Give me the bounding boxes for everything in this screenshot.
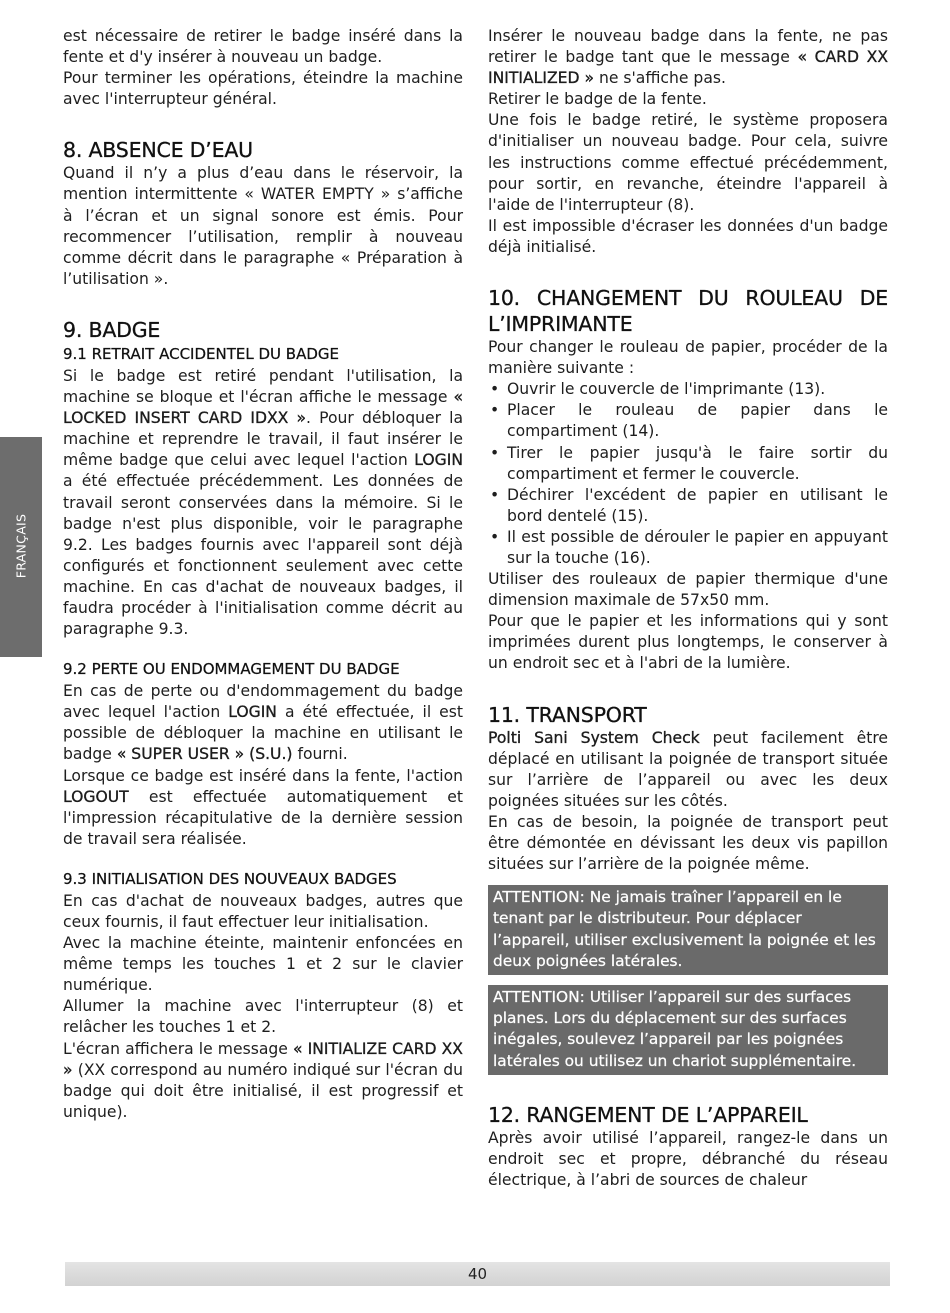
section-9-3-paragraph-4: L'écran affichera le message « INITIALIZE CARD XX » (XX correspond au numéro indiqué sur l'écran du badge qui doit être initialisé, il est progressif et unique). [63, 1039, 463, 1121]
warning-box-2: ATTENTION: Utiliser l’appareil sur des surfaces planes. Lors du déplacement sur des surfaces inégales, soulevez l’appareil par les poignées latérales ou utilisez un chariot supplémentaire. [488, 985, 888, 1075]
section-9-2-paragraph-2: Lorsque ce badge est inséré dans la fente, l'action LOGOUT est effectuée automatiquement et l'impression récapitulative de la dernière session de travail sera réalisée. [63, 766, 463, 848]
section-9-title: 9. BADGE [63, 317, 161, 342]
section-11-paragraph-1: Polti Sani System Check peut facilement être déplacé en utilisant la poignée de transport située sur l’arrière de l’appareil ou avec les deux poignées situées sur les côtés. [488, 728, 888, 810]
intro-paragraph: est nécessaire de retirer le badge inséré dans la fente et d'y insérer à nouveau un badge. [63, 27, 463, 67]
continued-paragraph-3: Une fois le badge retiré, le système proposera d'initialiser un nouveau badge. Pour cela, suivre les instructions comme effectué précédemment, pour sortir, en revanche, éteindre l'appareil à l'aide de l'interrupteur (8). [488, 111, 888, 214]
section-9-3-title: 9.3 INITIALISATION DES NOUVEAUX BADGES [63, 869, 397, 888]
section-10-list [488, 379, 888, 569]
left-column [63, 26, 463, 1123]
list-item: • Déchirer l'excédent de papier en utilisant le bord dentelé (15). [490, 485, 888, 525]
section-8-paragraph: Quand il n’y a plus d’eau dans le réservoir, la mention intermittente « WATER EMPTY » s’affiche à l’écran et un signal sonore est émis. Pour recommencer l’utilisation, remplir à nouveau comme décrit dans le paragraphe « Préparation à l’utilisation ». [63, 164, 463, 288]
section-10-paragraph-2: Utiliser des rouleaux de papier thermique d'une dimension maximale de 57x50 mm. [488, 570, 888, 610]
intro-paragraph-2: Pour terminer les opérations, éteindre la machine avec l'interrupteur général. [63, 69, 463, 109]
section-9-2-title: 9.2 PERTE OU ENDOMMAGEMENT DU BADGE [63, 660, 400, 679]
section-10-title: 10. CHANGEMENT DU ROULEAU DE L’IMPRIMANTE [488, 286, 888, 337]
continued-paragraph-1: Insérer le nouveau badge dans la fente, ne pas retirer le badge tant que le message « CARD XX INITIALIZED » ne s'affiche pas. [488, 27, 889, 88]
footer-bar [65, 1262, 890, 1286]
section-9-1-title: 9.1 RETRAIT ACCIDENTEL DU BADGE [63, 344, 339, 363]
right-column [488, 26, 888, 1191]
section-12-paragraph: Après avoir utilisé l’appareil, rangez-le dans un endroit sec et propre, débranché du réseau électrique, à l’abri de sources de chaleur [488, 1128, 888, 1189]
continued-paragraph-4: Il est impossible d'écraser les données d'un badge déjà initialisé. [488, 216, 888, 256]
section-9-2-paragraph: En cas de perte ou d'endommagement du badge avec lequel l'action LOGIN a été effectuée, il est possible de débloquer la machine en utilisant le badge « SUPER USER » (S.U.) fourni. [63, 682, 463, 764]
section-9-3-paragraph-3: Allumer la machine avec l'interrupteur (8) et relâcher les touches 1 et 2. [63, 997, 463, 1037]
list-item: • Tirer le papier jusqu'à le faire sortir du compartiment et fermer le couvercle. [490, 443, 888, 483]
section-9-3-paragraph-2: Avec la machine éteinte, maintenir enfoncées en même temps les touches 1 et 2 sur le clavier numérique. [63, 934, 463, 995]
section-12-title: 12. RANGEMENT DE L’APPAREIL [488, 1102, 808, 1127]
section-10-intro: Pour changer le rouleau de papier, procéder de la manière suivante : [488, 338, 888, 378]
section-10-paragraph-3: Pour que le papier et les informations qui y sont imprimées durent plus longtemps, le conserver à un endroit sec et à l'abri de la lumière. [488, 612, 888, 673]
section-8-title: 8. ABSENCE D’EAU [63, 138, 253, 163]
list-item: • Ouvrir le couvercle de l'imprimante (13). [490, 380, 826, 399]
section-11-title: 11. TRANSPORT [488, 702, 647, 727]
section-9-3-paragraph-1: En cas d'achat de nouveaux badges, autres que ceux fournis, il faut effectuer leur initialisation. [63, 891, 463, 931]
page-number: 40 [467, 1265, 488, 1283]
section-9-1-paragraph: Si le badge est retiré pendant l'utilisation, la machine se bloque et l'écran affiche le message « LOCKED INSERT CARD IDXX ». Pour débloquer la machine et reprendre le travail, il faut insérer le même badge que celui avec lequel l'action LOGIN a été effectuée précédemment. Les données de travail seront conservées dans la mémoire. Si le badge n'est plus disponible, voir le paragraphe 9.2. Les badges fournis avec l'appareil sont déjà configurés et fonctionnent seulement avec cette machine. En cas d'achat de nouveaux badges, il faudra procéder à l'initialisation comme décrit au paragraphe 9.3. [63, 366, 464, 639]
list-item: • Il est possible de dérouler le papier en appuyant sur la touche (16). [490, 527, 888, 567]
section-11-paragraph-2: En cas de besoin, la poignée de transport peut être démontée en dévissant les deux vis papillon situées sur l’arrière de la poignée même. [488, 812, 888, 874]
list-item: • Placer le rouleau de papier dans le compartiment (14). [490, 401, 888, 441]
warning-box-1: ATTENTION: Ne jamais traîner l’appareil en le tenant par le distributeur. Pour déplacer l’appareil, utiliser exclusivement la poignée et les deux poignées latérales. [488, 885, 888, 975]
continued-paragraph-2: Retirer le badge de la fente. [488, 90, 707, 109]
language-tab-label: FRANÇAIS [13, 513, 29, 579]
